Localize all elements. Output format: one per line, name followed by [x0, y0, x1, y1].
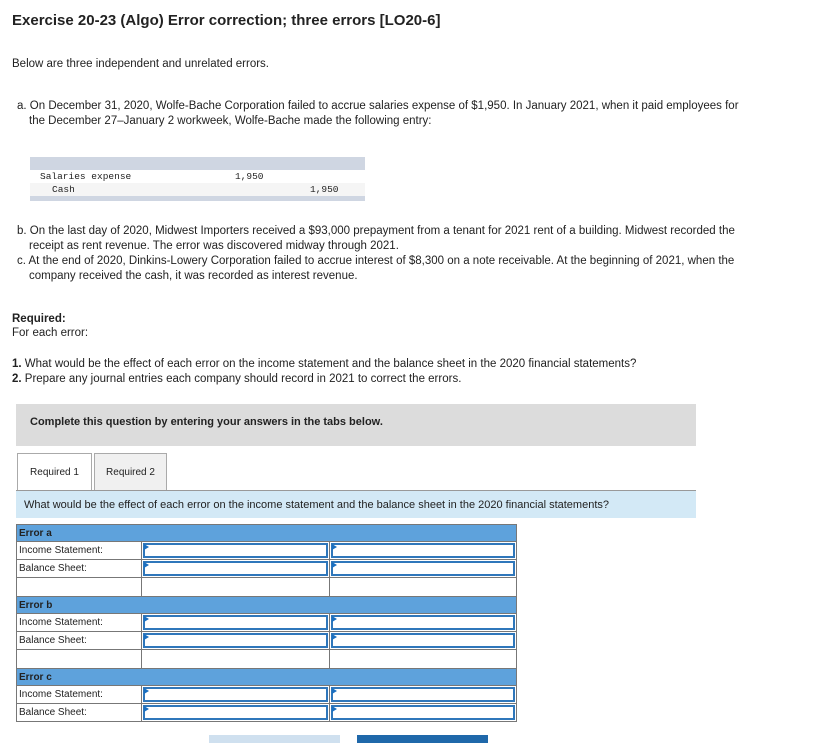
row-label: Balance Sheet:: [17, 704, 142, 722]
required-sub: For each error:: [12, 327, 89, 339]
answer-input[interactable]: [143, 705, 328, 720]
answer-input[interactable]: [331, 615, 516, 630]
instructions-banner: Complete this question by entering your answers in the tabs below.: [16, 404, 696, 446]
req1-text: What would be the effect of each error on the income statement and the balance sheet in the 2020 financial statements?: [21, 358, 637, 370]
error-b-text: b. On the last day of 2020, Midwest Importers received a $93,000 prepayment from a tenant for 2021 rent of a building. Midwest recorded the receipt as rent revenue. The error was discovered midway through 2021.: [17, 225, 735, 252]
answer-input[interactable]: [331, 561, 516, 576]
answer-input[interactable]: [143, 633, 328, 648]
error-a-text: a. On December 31, 2020, Wolfe-Bache Corporation failed to accrue salaries expense of $1,950. In January 2021, when it paid employees for the December 27–January 2 workweek, Wolfe-Bache made the following entry:: [17, 100, 739, 127]
row-label: Income Statement:: [17, 542, 142, 560]
question-text: What would be the effect of each error on the income statement and the balance sheet in the 2020 financial statements?: [16, 490, 696, 518]
debit-account: Salaries expense: [40, 171, 132, 182]
row-label: Income Statement:: [17, 614, 142, 632]
next-button[interactable]: [357, 735, 488, 743]
row-label: Balance Sheet:: [17, 632, 142, 650]
answer-input[interactable]: [331, 633, 516, 648]
intro-text: Below are three independent and unrelated errors.: [12, 58, 270, 70]
group-header: Error a: [17, 525, 517, 542]
prev-button[interactable]: [209, 735, 340, 743]
req2-text: Prepare any journal entries each company should record in 2021 to correct the errors.: [21, 373, 462, 385]
group-header: Error b: [17, 597, 517, 614]
page-title: Exercise 20-23 (Algo) Error correction; three errors [LO20-6]: [12, 12, 441, 29]
debit-amount: 1,950: [235, 171, 264, 182]
answer-input[interactable]: [331, 705, 516, 720]
credit-amount: 1,950: [310, 184, 339, 195]
answer-table: [16, 524, 517, 722]
error-c-text: c. At the end of 2020, Dinkins-Lowery Corporation failed to accrue interest of $8,300 on a note receivable. At the beginning of 2021, when the company received the cash, it was recorded as interest revenue.: [17, 255, 735, 282]
req2-number: 2.: [12, 373, 22, 385]
answer-input[interactable]: [143, 543, 328, 558]
answer-input[interactable]: [331, 543, 516, 558]
row-label: Balance Sheet:: [17, 560, 142, 578]
tab-required-1[interactable]: Required 1: [17, 453, 92, 490]
row-label: Income Statement:: [17, 686, 142, 704]
req1-number: 1.: [12, 358, 22, 370]
credit-account: Cash: [52, 184, 75, 195]
answer-input[interactable]: [143, 687, 328, 702]
journal-entry: [30, 157, 365, 201]
answer-input[interactable]: [143, 615, 328, 630]
group-header: Error c: [17, 669, 517, 686]
answer-input[interactable]: [143, 561, 328, 576]
answer-input[interactable]: [331, 687, 516, 702]
required-heading: Required:: [12, 313, 66, 325]
tab-required-2[interactable]: Required 2: [94, 453, 167, 490]
